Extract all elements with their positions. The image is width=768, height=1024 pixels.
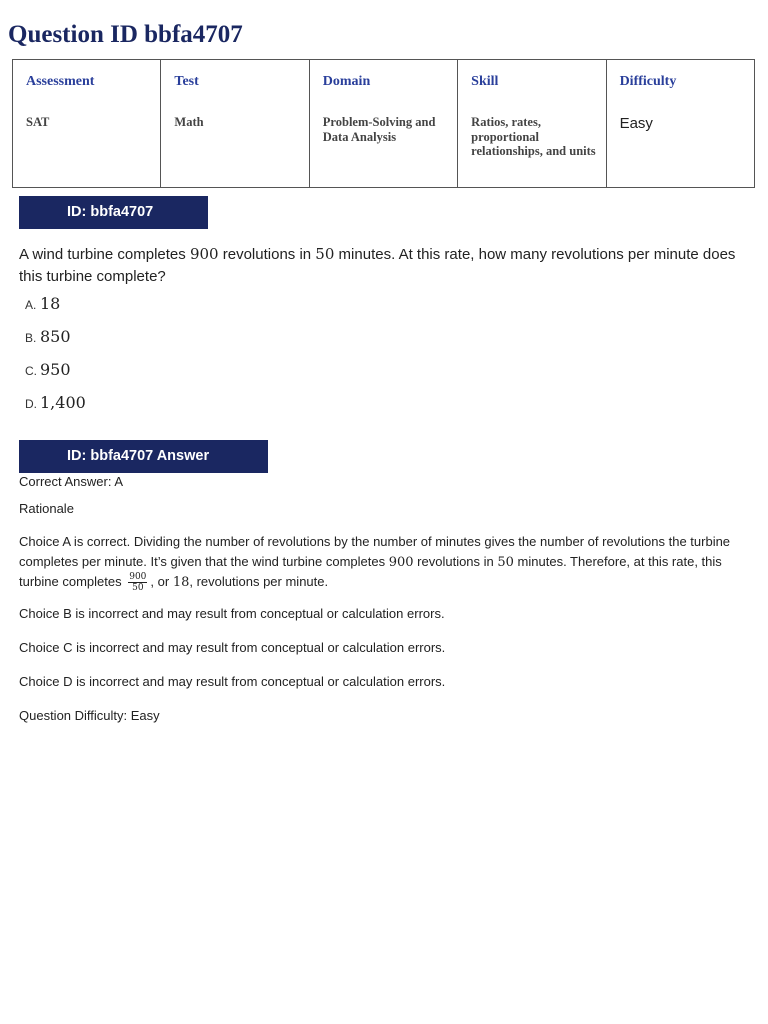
- column-header-assessment: Assessment: [26, 74, 95, 89]
- choice-d-explanation: Choice D is incorrect and may result from conceptual or calculation errors.: [19, 674, 446, 689]
- choice-letter: C.: [25, 364, 37, 378]
- choice-letter: B.: [25, 331, 37, 345]
- choice-value: 18: [40, 294, 61, 313]
- assessment-value: SAT: [26, 115, 50, 129]
- fraction-numerator: 900: [129, 572, 147, 583]
- question-text: [19, 243, 739, 288]
- skill-value: Ratios, rates, proportional relationships, and units: [471, 115, 596, 158]
- explanation-text: minutes. Therefore, at this rate, this turbine completes: [19, 553, 722, 589]
- table-cell-skill: [458, 60, 606, 188]
- choice-a-explanation: [19, 532, 747, 593]
- answer-id-bar: ID: bbfa4707 Answer: [19, 440, 268, 473]
- table-cell-domain: [309, 60, 457, 188]
- domain-value: Problem-Solving and Data Analysis: [322, 115, 436, 144]
- correct-answer: Correct Answer: A: [19, 474, 124, 489]
- explanation-text: revolutions in: [413, 553, 498, 569]
- question-difficulty: Question Difficulty: Easy: [19, 708, 160, 723]
- choice-b-explanation: Choice B is incorrect and may result from conceptual or calculation errors.: [19, 606, 445, 621]
- choice-value: 1,400: [40, 393, 86, 412]
- question-metadata-table: [12, 59, 755, 188]
- question-number: 50: [315, 245, 335, 263]
- choice-letter: A.: [25, 298, 37, 312]
- answer-choice-c: [25, 360, 71, 384]
- explanation-text: , or: [150, 574, 173, 589]
- column-header-skill: Skill: [471, 74, 499, 89]
- question-number: 900: [189, 245, 219, 263]
- fraction: [128, 572, 147, 593]
- table-cell-test: [161, 60, 309, 188]
- answer-choice-b: [25, 327, 71, 351]
- difficulty-value: Easy: [619, 115, 653, 132]
- test-value: Math: [174, 115, 204, 129]
- explanation-number: 50: [497, 554, 514, 570]
- question-id-bar: ID: bbfa4707: [19, 196, 208, 229]
- choice-letter: D.: [25, 397, 37, 411]
- column-header-domain: Domain: [322, 74, 371, 89]
- explanation-number: 900: [388, 554, 414, 570]
- question-text-part: A wind turbine completes: [19, 246, 190, 263]
- question-text-part: revolutions in: [218, 246, 316, 263]
- column-header-difficulty: Difficulty: [619, 74, 677, 89]
- fraction-denominator: 50: [132, 583, 144, 594]
- table-cell-difficulty: [606, 60, 754, 188]
- page-title: Question ID bbfa4707: [8, 21, 243, 48]
- rationale-label: Rationale: [19, 501, 74, 516]
- answer-choice-d: [25, 393, 86, 417]
- explanation-text: , revolutions per minute.: [189, 574, 329, 589]
- choice-value: 950: [40, 360, 71, 379]
- answer-choice-a: [25, 294, 60, 318]
- explanation-text: Choice A is correct. Dividing the number of revolutions by the number of minutes gives the number of revolutions the turbine completes per minute. It’s given that the wind turbine completes: [19, 534, 731, 569]
- question-text-part: minutes. At this rate, how many revolutions per minute does this turbine complete?: [19, 246, 736, 285]
- column-header-test: Test: [174, 74, 199, 89]
- choice-c-explanation: Choice C is incorrect and may result from conceptual or calculation errors.: [19, 640, 446, 655]
- table-row: [13, 60, 755, 188]
- explanation-number: 18: [172, 575, 190, 590]
- choice-value: 850: [40, 327, 71, 346]
- table-cell-assessment: [13, 60, 161, 188]
